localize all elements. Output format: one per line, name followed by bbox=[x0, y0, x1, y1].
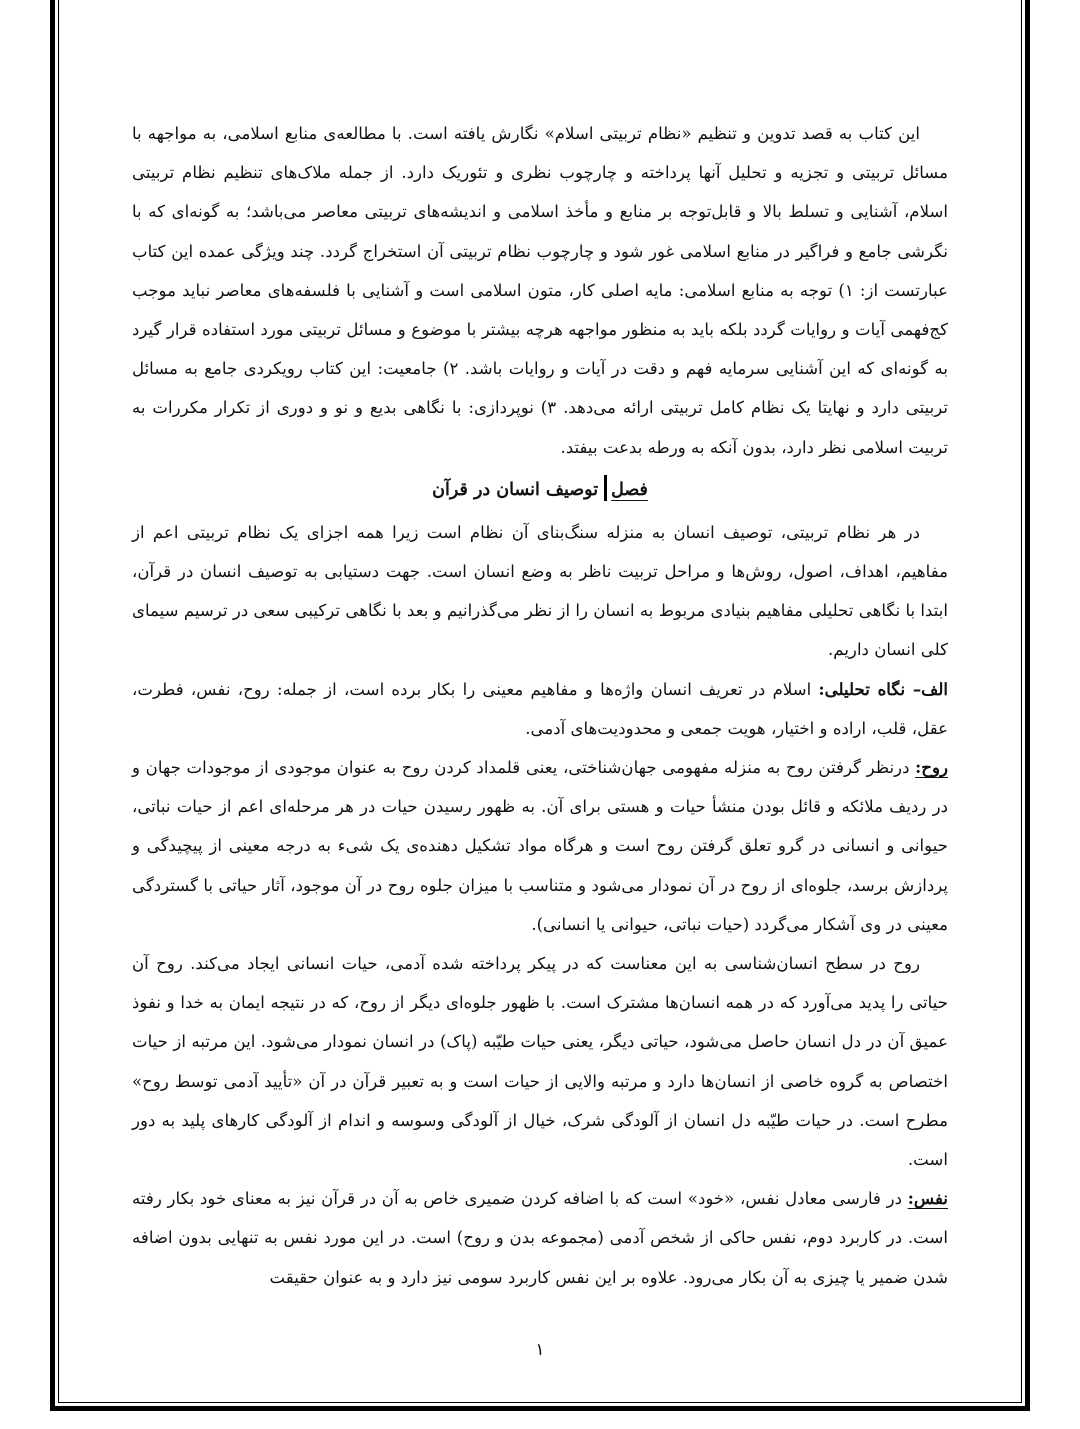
nafs-text: در فارسی معادل نفس، «خود» است که با اضافه کردن ضمیری خاص به آن در قرآن نیز به معنای خود بکار رفته است. در کاربرد دوم، نفس حاکی از شخص آدمی (مجموعه بدن و روح) است. در این مورد نفس به تنهایی بدون اضافه شدن ضمیر یا چیزی به آن بکار می‌رود. علاوه بر این نفس کاربرد سومی نیز دارد و به عنوان حقیقت bbox=[132, 1189, 948, 1287]
ruh-paragraph bbox=[132, 748, 948, 944]
nafs-paragraph bbox=[132, 1179, 948, 1297]
analytic-paragraph bbox=[132, 670, 948, 748]
nafs-term: نفس: bbox=[907, 1188, 948, 1209]
chapter-number-mark bbox=[604, 475, 607, 501]
chapter-intro-paragraph: در هر نظام تربیتی، توصیف انسان به منزله سنگ‌بنای آن نظام است زیرا همه اجزای یک نظام تربیتی اعم از مفاهیم، اهداف، اصول، روش‌ها و مراحل تربیت ناظر به وضع انسان است. جهت دستیابی به توصیف انسان در قرآن، ابتدا با نگاهی تحلیلی مفاهیم بنیادی مربوط به انسان را از نظر می‌گذرانیم و بعد با نگاهی ترکیبی سعی در ترسیم سیمای کلی انسان داریم. bbox=[132, 522, 948, 660]
analytic-term: الف– نگاه تحلیلی: bbox=[818, 678, 948, 699]
analytic-text: اسلام در تعریف انسان واژه‌ها و مفاهیم معینی را بکار برده است، از جمله: روح، نفس، فطرت، عقل، قلب، اراده و اختیار، هویت جمعی و محدودیت‌های آدمی. bbox=[132, 679, 948, 738]
page-number: ۱ bbox=[535, 1340, 545, 1360]
ruh-human-paragraph: روح در سطح انسان‌شناسی به این معناست که در پیکر پرداخته شده آدمی، حیات انسانی ایجاد می‌کند. روح آن حیاتی را پدید می‌آورد که در همه انسان‌ها مشترک است. با ظهور جلوه‌ای دیگر از روح، که در نتیجه ایمان به خدا و نفوذ عمیق آن در دل انسان حاصل می‌شود، حیاتی دیگر، یعنی حیات طیّبه (پاک) در انسان نمودار می‌شود. این مرتبه از حیات اختصاص به گروه خاصی از انسان‌ها دارد و مرتبه والایی از حیات است و به تعبیر قرآن در آن «تأیید آدمی توسط روح» مطرح است. در حیات طیّبه دل انسان از آلودگی شرک، خیال از آلودگی وسوسه و اندام از آلودگی کارهای پلید به دور است. bbox=[132, 954, 948, 1170]
chapter-label: فصل bbox=[611, 479, 648, 500]
ruh-term: روح: bbox=[915, 757, 948, 778]
chapter-title: توصیف انسان در قرآن bbox=[432, 479, 599, 500]
chapter-heading bbox=[132, 467, 948, 513]
intro-paragraph: این کتاب به قصد تدوین و تنظیم «نظام تربیتی اسلام» نگارش یافته است. با مطالعه‌ی منابع اسلامی، به مواجهه با مسائل تربیتی و تجزیه و تحلیل آنها پرداخته و چارچوب نظری و تئوریک دارد. از جمله ملاک‌های تنظیم نظام تربیتی اسلام، آشنایی و تسلط بالا و قابل‌توجه بر منابع و مأخذ اسلامی و اندیشه‌های تربیتی معاصر می‌باشد؛ به گونه‌ای که با نگرشی جامع و فراگیر در منابع اسلامی غور شود و چارچوب نظام تربیتی آن استخراج گردد. چند ویژگی عمده این کتاب عبارتست از: ۱) توجه به منابع اسلامی: مایه اصلی کار، متون اسلامی است و آشنایی با فلسفه‌های معاصر نباید موجب کج‌فهمی آیات و روایات گردد بلکه باید به منظور مواجهه هرچه بیشتر با موضوع و مسائل تربیتی مورد استفاده قرار گیرد به گونه‌ای که این آشنایی سرمایه فهم و دقت در آیات و روایات باشد. ۲) جامعیت: این کتاب رویکردی جامع به مسائل تربیتی دارد و نهایتا یک نظام کامل تربیتی ارائه می‌دهد. ۳) نوپردازی: با نگاهی بدیع و نو و دوری از تکرار مکررات به تربیت اسلامی نظر دارد، بدون آنکه به ورطه بدعت بیفتد. bbox=[132, 124, 949, 457]
ruh-text: درنظر گرفتن روح به منزله مفهومی جهان‌شناختی، یعنی قلمداد کردن روح به عنوان موجودی از موجودات جهان و در ردیف ملائکه و قائل بودن منشأ حیات و هستی برای آن. به ظهور رسیدن حیات در هر مرحله‌ای اعم از حیات نباتی، حیوانی و انسانی در گرو تعلق گرفتن روح است و هرگاه مواد تشکیل دهنده‌ی یک شیء به درجه معینی از پیچیدگی و پردازش برسد، جلوه‌ای از روح در آن نمودار می‌شود و متناسب با میزان جلوه روح در آن موجود، آثار حیاتی با گستردگی معینی در وی آشکار می‌گردد (حیات نباتی، حیوانی یا انسانی). bbox=[132, 758, 948, 934]
page-body bbox=[132, 114, 948, 1297]
